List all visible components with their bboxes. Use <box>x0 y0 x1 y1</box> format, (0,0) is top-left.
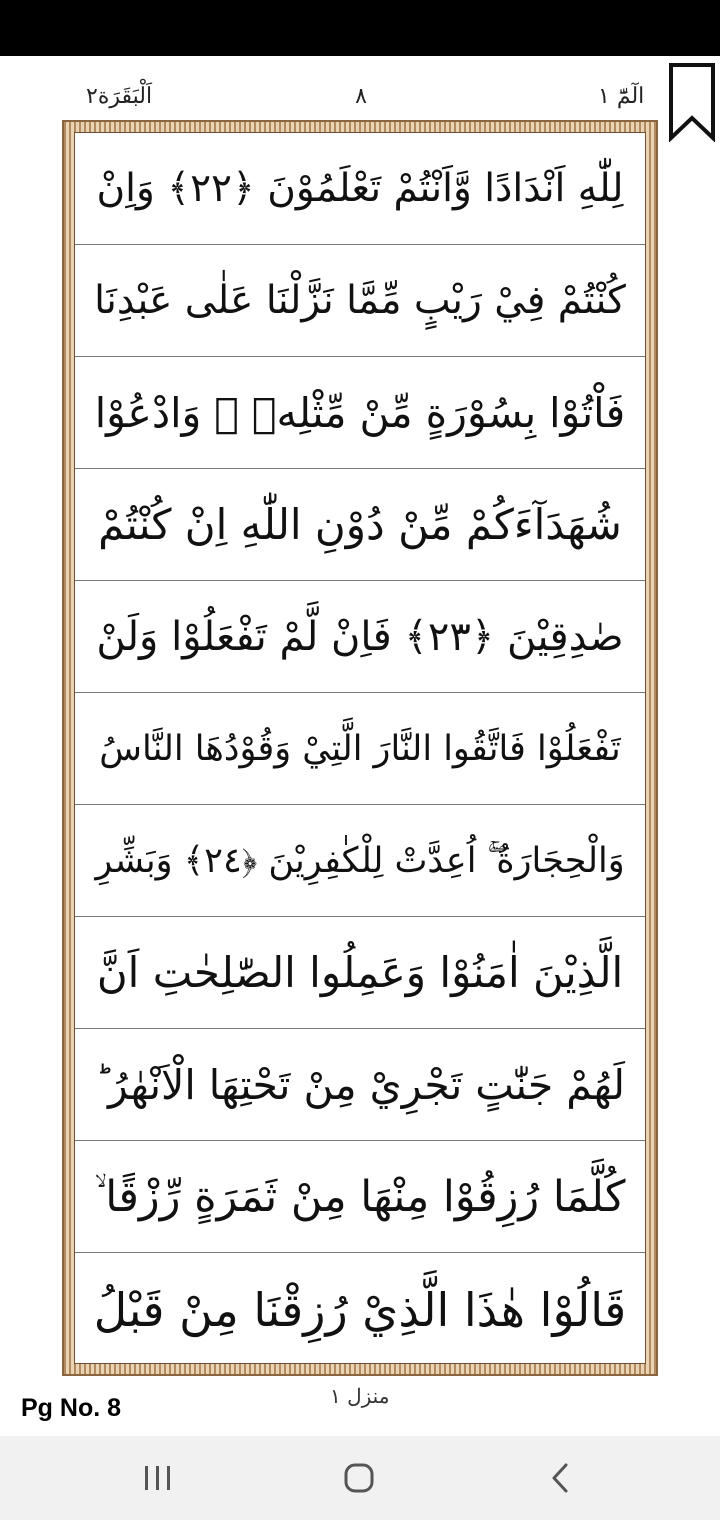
ayah-line <box>75 469 645 581</box>
manzil-label: منزل ١ <box>330 1384 390 1408</box>
ayah-text: كُلَّمَا رُزِقُوْا مِنْهَا مِنْ ثَمَرَةٍ رِّزْقًا ۙ <box>94 1171 626 1222</box>
text-panel <box>74 132 646 1364</box>
ayah-line <box>75 1141 645 1253</box>
ayah-text: صٰدِقِيْنَ ﴿٢٣﴾ فَاِنْ لَّمْ تَفْعَلُوْا وَلَنْ <box>96 613 624 660</box>
bookmark-icon[interactable] <box>668 62 716 142</box>
ayah-text: الَّذِيْنَ اٰمَنُوْا وَعَمِلُوا الصّٰلِحٰتِ اَنَّ <box>96 947 624 997</box>
ayah-text: كُنْتُمْ فِيْ رَيْبٍ مِّمَّا نَزَّلْنَا عَلٰى عَبْدِنَا <box>94 277 626 323</box>
navigation-bar <box>0 1436 720 1520</box>
ayah-line <box>75 581 645 693</box>
ayah-line <box>75 357 645 469</box>
ayah-text: لِلّٰهِ اَنْدَادًا وَّاَنْتُمْ تَعْلَمُوْنَ ﴿٢٢﴾ وَاِنْ <box>96 165 624 211</box>
ayah-line <box>75 133 645 245</box>
status-bar <box>0 0 720 56</box>
surah-name: اَلْبَقَرَة٢ <box>86 84 153 109</box>
home-icon[interactable] <box>329 1454 389 1502</box>
para-name: الٓمّٓ ١ <box>598 84 645 109</box>
ayah-line <box>75 1029 645 1141</box>
ayah-line <box>75 693 645 805</box>
back-icon[interactable] <box>530 1454 590 1502</box>
ornamental-frame <box>62 120 658 1376</box>
ayah-line <box>75 805 645 917</box>
ayah-text: وَالْحِجَارَةُ ۚۖ اُعِدَّتْ لِلْكٰفِرِيْنَ ﴿٢٤﴾ وَبَشِّرِ <box>95 840 625 881</box>
ayah-text: قَالُوْا هٰذَا الَّذِيْ رُزِقْنَا مِنْ قَبْلُ <box>93 1283 627 1337</box>
ayah-text: لَهُمْ جَنّٰتٍ تَجْرِيْ مِنْ تَحْتِهَا الْاَنْهٰرُ ؕ <box>95 1060 625 1109</box>
page-number-top: ٨ <box>355 84 367 109</box>
recents-icon[interactable] <box>128 1454 188 1502</box>
ayah-text: تَفْعَلُوْا فَاتَّقُوا النَّارَ الَّتِيْ وَقُوْدُهَا النَّاسُ <box>99 728 621 769</box>
ayah-line <box>75 245 645 357</box>
ayah-text: فَاْتُوْا بِسُوْرَةٍ مِّنْ مِّثْلِهٖ ۪ وَادْعُوْا <box>94 388 626 437</box>
ayah-line <box>75 1253 645 1367</box>
ayah-line <box>75 917 645 1029</box>
ayah-text: شُهَدَآءَكُمْ مِّنْ دُوْنِ اللّٰهِ اِنْ كُنْتُمْ <box>98 499 622 549</box>
page-label: Pg No. 8 <box>21 1394 122 1422</box>
